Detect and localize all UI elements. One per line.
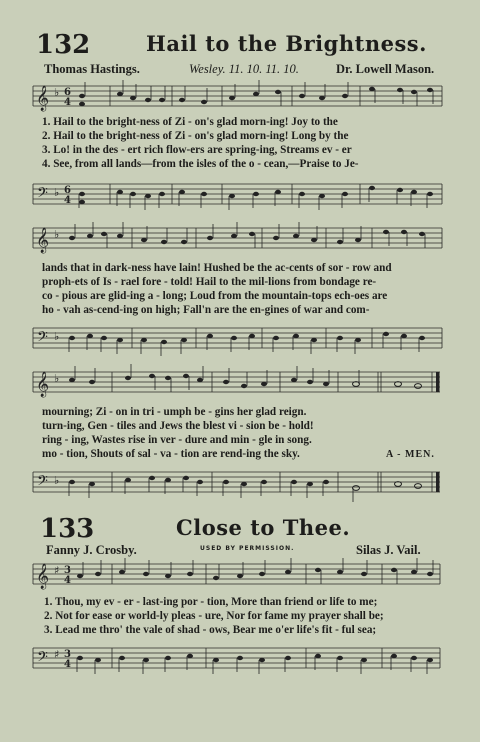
lyricist: Fanny J. Crosby. [46,543,137,557]
svg-text:4: 4 [64,97,71,108]
svg-text:𝄢: 𝄢 [37,185,48,205]
lyric-line: turn-ing, Gen - tiles and Jews the blest vi - sion be - hold! [42,420,314,432]
lyric-line: mourning; Zi - on in tri - umph be - gins her glad reign. [42,406,307,418]
svg-text:♭: ♭ [54,186,60,199]
composer: Silas J. Vail. [356,543,421,557]
svg-text:𝄞: 𝄞 [36,86,50,111]
bass-staff [0,316,480,358]
composer: Dr. Lowell Mason. [336,62,435,76]
lyricist: Thomas Hastings. [44,62,140,76]
bass-staff [0,636,480,678]
svg-text:♭: ♭ [54,330,60,343]
amen-label: A - MEN. [386,449,435,460]
lyric-line: co - pious are glid-ing a - long; Loud from the mountain-tops ech-oes are [42,290,388,302]
lyric-line: proph-ets of Is - rael fore - told! Hail to the mil-lions from bondage re- [42,276,377,288]
svg-text:♭: ♭ [54,474,60,487]
lyric-line: 3. Lo! in the des - ert rich flow-ers are spring-ing, Streams ev - er [42,144,352,156]
svg-text:6: 6 [64,185,71,196]
svg-text:4: 4 [64,659,71,670]
svg-text:3: 3 [64,649,71,660]
lyric-line: ring - ing, Wastes rise in ver - dure and min - gle in song. [42,434,312,446]
tune-meter: Wesley. 11. 10. 11. 10. [189,62,299,76]
lyric-line: 2. Hail to the bright-ness of Zi - on's glad morn-ing! Long by the [42,130,349,142]
svg-text:♭: ♭ [54,228,60,241]
lyric-line: mo - tion, Shouts of sal - va - tion are rend-ing the sky. [42,448,300,460]
lyric-line: 3. Lead me thro' the vale of shad - ows, Bear me o'er life's fit - ful sea; [44,624,377,636]
svg-text:3: 3 [64,565,71,576]
svg-text:𝄢: 𝄢 [37,329,48,349]
bass-staff [0,172,480,212]
lyric-line: 2. Not for ease or world-ly pleas - ure, Nor for fame my prayer shall be; [44,610,384,622]
permission-note: USED BY PERMISSION. [200,545,295,552]
treble-staff [0,556,480,596]
svg-text:𝄞: 𝄞 [36,372,50,397]
treble-staff [0,220,480,260]
hymn-number: 133 [40,514,95,544]
bass-staff [0,460,480,502]
svg-text:6: 6 [64,87,71,98]
hymn-title: Hail to the Brightness. [146,31,427,56]
lyric-line: ho - vah as-cend-ing on high; Fall'n are the en-gines of war and com- [42,304,370,316]
svg-text:♭: ♭ [54,86,60,99]
svg-text:4: 4 [64,575,71,586]
svg-text:𝄢: 𝄢 [37,649,48,669]
svg-text:♭: ♭ [54,372,60,385]
treble-staff [0,364,480,404]
svg-text:𝄢: 𝄢 [37,473,48,493]
lyric-line: lands that in dark-ness have lain! Hushed be the ac-cents of sor - row and [42,262,392,274]
svg-text:♯: ♯ [54,648,60,661]
hymn-title: Close to Thee. [176,515,351,540]
treble-staff [0,78,480,118]
lyric-line: 4. See, from all lands—from the isles of the o - cean,—Praise to Je- [42,158,359,170]
svg-text:𝄞: 𝄞 [36,228,50,253]
svg-text:4: 4 [64,195,71,206]
lyric-line: 1. Hail to the bright-ness of Zi - on's glad morn-ing! Joy to the [42,116,338,128]
lyric-line: 1. Thou, my ev - er - last-ing por - tion, More than friend or life to me; [44,596,378,608]
svg-text:𝄞: 𝄞 [36,564,50,589]
hymn-number: 132 [36,30,91,60]
svg-text:♯: ♯ [54,564,60,577]
